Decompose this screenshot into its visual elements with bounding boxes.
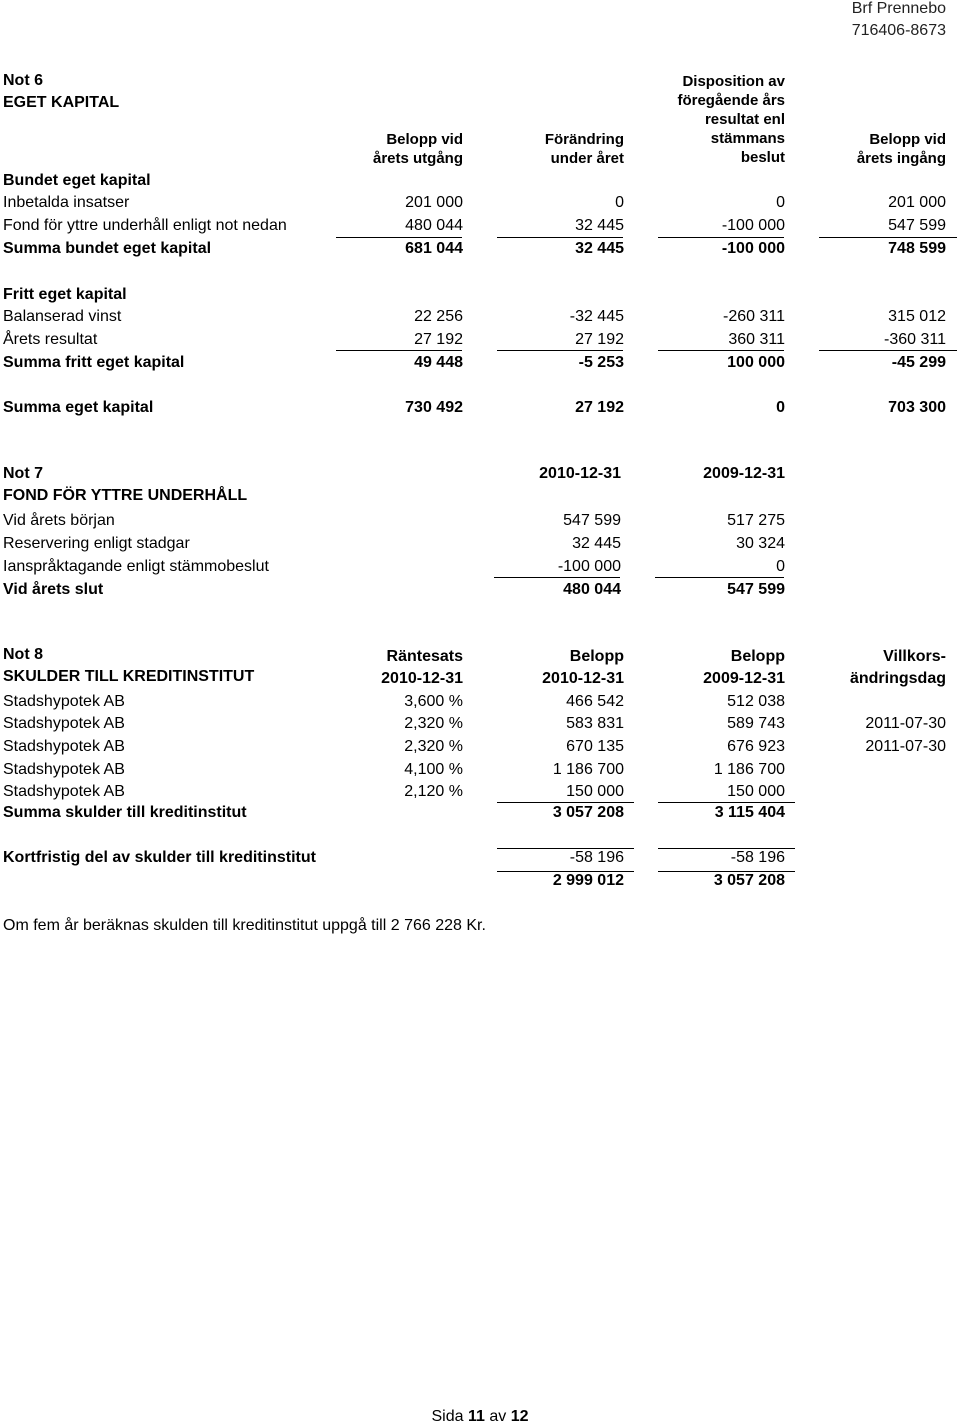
note8-row-value: 466 542 xyxy=(566,693,624,710)
note7-row-label: Vid årets början xyxy=(3,512,115,529)
note6-col2-header: Förändring under året xyxy=(544,131,624,167)
note6-row-value: 0 xyxy=(776,399,785,416)
note8-row-value: 583 831 xyxy=(566,715,624,732)
note6-row-value: 315 012 xyxy=(888,308,946,325)
note6-row-value: 0 xyxy=(776,194,785,211)
note6-row-label: Fond för yttre underhåll enligt not nedan xyxy=(3,217,287,234)
note8-title: Not 8 xyxy=(3,646,43,663)
note6-row-value: 201 000 xyxy=(888,194,946,211)
note7-row-value: 547 599 xyxy=(727,581,785,598)
note8-row-value: 2011-07-30 xyxy=(865,715,946,732)
note6-row-value: -360 311 xyxy=(884,331,946,348)
note7-title: Not 7 xyxy=(3,465,43,482)
note8-long-2009: 3 057 208 xyxy=(713,872,785,889)
note6-row-value: -100 000 xyxy=(721,240,785,257)
note8-row-label: Stadshypotek AB xyxy=(3,693,125,710)
note8-subtitle: SKULDER TILL KREDITINSTITUT xyxy=(3,668,255,685)
note8-row-label: Stadshypotek AB xyxy=(3,761,125,778)
note6-subtitle: EGET KAPITAL xyxy=(3,94,120,111)
note6-row-value: 100 000 xyxy=(727,354,785,371)
note8-row-value: 670 135 xyxy=(566,738,624,755)
note6-row-label: Summa bundet eget kapital xyxy=(3,240,212,257)
note8-row-value: 1 186 700 xyxy=(713,761,785,778)
note6-row-label: Fritt eget kapital xyxy=(3,286,127,303)
note6-row-label: Balanserad vinst xyxy=(3,308,122,325)
note8-col2-header: Belopp 2010-12-31 xyxy=(542,648,624,687)
note7-row-value: 0 xyxy=(776,558,785,575)
note6-row-value: 27 192 xyxy=(575,399,624,416)
note8-row-label: Stadshypotek AB xyxy=(3,783,125,800)
note7-col1-header: 2010-12-31 xyxy=(539,465,621,482)
note8-row-value: 3,600 % xyxy=(404,693,463,710)
note7-row-value: -100 000 xyxy=(557,558,621,575)
note6-row-value: -100 000 xyxy=(721,217,785,234)
note6-row-label: Inbetalda insatser xyxy=(3,194,130,211)
note7-row-label: Ianspråktagande enligt stämmobeslut xyxy=(3,558,269,575)
note6-row-label: Summa fritt eget kapital xyxy=(3,354,185,371)
note7-col2-header: 2009-12-31 xyxy=(703,465,785,482)
note8-row-value: 512 038 xyxy=(727,693,785,710)
note6-row-value: 32 445 xyxy=(575,217,624,234)
note7-row-value: 30 324 xyxy=(736,535,785,552)
note7-row-label: Reservering enligt stadgar xyxy=(3,535,190,552)
note8-row-value: 4,100 % xyxy=(404,761,463,778)
note6-row-value: 748 599 xyxy=(888,240,946,257)
note6-row-value: -260 311 xyxy=(723,308,785,325)
note8-row-value: 2,120 % xyxy=(404,783,463,800)
note8-row-value: 150 000 xyxy=(566,783,624,800)
note8-row-value: 2011-07-30 xyxy=(865,738,946,755)
note8-row-value: 2,320 % xyxy=(404,738,463,755)
note8-short-label: Kortfristig del av skulder till kreditinstitut xyxy=(3,849,316,866)
note8-short-2009: -58 196 xyxy=(730,849,785,866)
note6-row-value: 49 448 xyxy=(414,354,463,371)
note6-row-label: Bundet eget kapital xyxy=(3,172,151,189)
note8-sum-2009: 3 115 404 xyxy=(714,804,785,821)
note6-col3-header: Disposition av föregående års resultat enl stämmans beslut xyxy=(677,73,785,166)
note6-row-value: 201 000 xyxy=(405,194,463,211)
org-name: Brf Prennebo xyxy=(851,0,946,17)
note8-row-value: 589 743 xyxy=(727,715,785,732)
note8-row-label: Stadshypotek AB xyxy=(3,738,125,755)
note6-row-value: -45 299 xyxy=(891,354,946,371)
note6-row-value: 0 xyxy=(615,194,624,211)
note6-title: Not 6 xyxy=(3,72,43,89)
note8-row-value: 2,320 % xyxy=(404,715,463,732)
note6-row-value: 480 044 xyxy=(405,217,463,234)
note6-row-value: 681 044 xyxy=(405,240,463,257)
note6-row-value: 730 492 xyxy=(405,399,463,416)
note6-row-value: 27 192 xyxy=(414,331,463,348)
note7-row-value: 517 275 xyxy=(727,512,785,529)
note8-sum-label: Summa skulder till kreditinstitut xyxy=(3,804,247,821)
note6-row-label: Summa eget kapital xyxy=(3,399,154,416)
org-number: 716406-8673 xyxy=(851,22,946,39)
note6-row-value: -32 445 xyxy=(569,308,624,325)
note8-footnote: Om fem år beräknas skulden till kreditinstitut uppgå till 2 766 228 Kr. xyxy=(3,917,486,934)
note6-row-value: 32 445 xyxy=(575,240,624,257)
note6-row-value: 22 256 xyxy=(414,308,463,325)
note8-sum-2010: 3 057 208 xyxy=(552,804,624,821)
note6-row-value: -5 253 xyxy=(578,354,624,371)
note8-short-2010: -58 196 xyxy=(569,849,624,866)
note8-col1-header: Räntesats 2010-12-31 xyxy=(381,648,463,687)
note8-col4-header: Villkors- ändringsdag xyxy=(849,648,946,687)
page-footer: Sida 11 av 12 xyxy=(431,1408,529,1425)
note8-col3-header: Belopp 2009-12-31 xyxy=(703,648,785,687)
note8-row-value: 1 186 700 xyxy=(552,761,624,778)
note8-row-label: Stadshypotek AB xyxy=(3,715,125,732)
note7-row-label: Vid årets slut xyxy=(3,581,104,598)
note6-col4-header: Belopp vid årets ingång xyxy=(856,131,946,167)
note7-row-value: 547 599 xyxy=(563,512,621,529)
note8-row-value: 150 000 xyxy=(727,783,785,800)
note7-row-value: 32 445 xyxy=(572,535,621,552)
note8-row-value: 676 923 xyxy=(727,738,785,755)
note7-subtitle: FOND FÖR YTTRE UNDERHÅLL xyxy=(3,487,248,504)
note6-row-label: Årets resultat xyxy=(3,331,98,348)
note6-row-value: 360 311 xyxy=(728,331,785,348)
note6-row-value: 703 300 xyxy=(888,399,946,416)
note7-row-value: 480 044 xyxy=(563,581,621,598)
note6-row-value: 27 192 xyxy=(575,331,624,348)
note8-long-2010: 2 999 012 xyxy=(552,872,624,889)
note6-row-value: 547 599 xyxy=(888,217,946,234)
note6-col1-header: Belopp vid årets utgång xyxy=(372,131,463,167)
